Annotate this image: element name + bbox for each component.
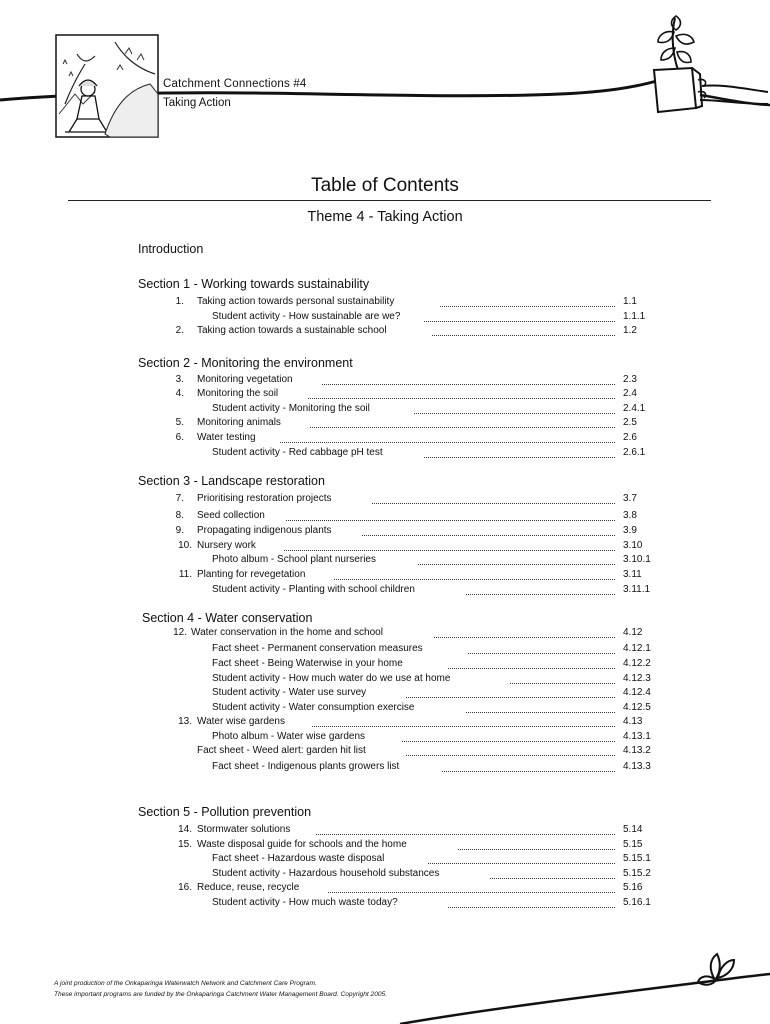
toc-entry[interactable]: [0, 525, 770, 539]
dot-leader: [466, 594, 615, 595]
entry-page: 4.13.3: [623, 761, 651, 772]
entry-text: Student activity - Monitoring the soil: [212, 403, 370, 414]
entry-page: 4.12.4: [623, 687, 651, 698]
toc-entry[interactable]: [0, 627, 770, 641]
entry-page: 4.13: [623, 716, 643, 727]
entry-page: 4.13.2: [623, 745, 651, 756]
entry-page: 5.16: [623, 882, 643, 893]
series-title: Catchment Connections #4: [163, 78, 307, 90]
entry-page: 2.6.1: [623, 447, 646, 458]
dot-leader: [334, 579, 615, 580]
entry-text: Stormwater solutions: [197, 824, 291, 835]
toc-entry[interactable]: [0, 554, 770, 568]
entry-text: Fact sheet - Hazardous waste disposal: [212, 853, 385, 864]
toc-entry[interactable]: [0, 540, 770, 554]
entry-text: Student activity - Hazardous household substances: [212, 868, 440, 879]
toc-entry[interactable]: [0, 853, 770, 867]
entry-page: 5.16.1: [623, 897, 651, 908]
toc-entry[interactable]: [0, 325, 770, 339]
entry-page: 4.12.3: [623, 673, 651, 684]
dot-leader: [316, 834, 615, 835]
entry-number: 5.: [175, 417, 184, 428]
entry-page: 3.10: [623, 540, 643, 551]
entry-text: Fact sheet - Weed alert: garden hit list: [197, 745, 366, 756]
dot-leader: [428, 863, 615, 864]
entry-page: 3.8: [623, 510, 637, 521]
entry-page: 4.13.1: [623, 731, 651, 742]
footer-line-2: These important programs are funded by the Onkaparinga Catchment Water Management Board. Copyright 2005.: [54, 991, 388, 998]
footer-line-1: A joint production of the Onkaparinga Waterwatch Network and Catchment Care Program.: [54, 980, 317, 987]
dot-leader: [406, 697, 615, 698]
dot-leader: [418, 564, 615, 565]
dot-leader: [328, 892, 615, 893]
entry-text: Prioritising restoration projects: [197, 493, 332, 504]
entry-number: 4.: [175, 388, 184, 399]
entry-page: 4.12.2: [623, 658, 651, 669]
dot-leader: [490, 878, 615, 879]
dot-leader: [284, 550, 615, 551]
entry-text: Planting for revegetation: [197, 569, 306, 580]
entry-text: Student activity - How much waste today?: [212, 897, 398, 908]
toc-entry[interactable]: [0, 493, 770, 507]
title-divider: [68, 200, 711, 201]
toc-entry[interactable]: [0, 296, 770, 310]
toc-title: Table of Contents: [311, 175, 459, 196]
entry-number: 6.: [175, 432, 184, 443]
section-3-title: Section 3 - Landscape restoration: [138, 474, 325, 488]
child-drawing-illustration: [55, 34, 159, 138]
toc-entry[interactable]: [0, 447, 770, 461]
entry-number: 3.: [175, 374, 184, 385]
dot-leader: [322, 384, 615, 385]
toc-entry[interactable]: [0, 569, 770, 583]
toc-entry[interactable]: [0, 882, 770, 896]
entry-text: Monitoring vegetation: [197, 374, 293, 385]
dot-leader: [458, 849, 615, 850]
toc-entry[interactable]: [0, 584, 770, 598]
entry-text: Photo album - Water wise gardens: [212, 731, 366, 742]
section-2-title: Section 2 - Monitoring the environment: [138, 356, 353, 370]
entry-number: 14.: [178, 824, 192, 835]
entry-page: 2.6: [623, 432, 637, 443]
entry-page: 1.2: [623, 325, 637, 336]
entry-page: 3.10.1: [623, 554, 651, 565]
toc-entry[interactable]: [0, 417, 770, 431]
entry-text: Student activity - How much water do we use at home: [212, 673, 451, 684]
dot-leader: [280, 442, 615, 443]
entry-page: 3.9: [623, 525, 637, 536]
entry-number: 7.: [175, 493, 184, 504]
dot-leader: [434, 637, 615, 638]
toc-entry[interactable]: [0, 432, 770, 446]
page-header: [0, 0, 770, 150]
dot-leader: [466, 712, 615, 713]
entry-text: Student activity - Red cabbage pH test: [212, 447, 383, 458]
toc-entry[interactable]: [0, 731, 770, 745]
entry-page: 5.15: [623, 839, 643, 850]
entry-page: 1.1: [623, 296, 637, 307]
entry-text: Monitoring animals: [197, 417, 281, 428]
entry-number: 15.: [178, 839, 192, 850]
entry-page: 3.11: [623, 569, 642, 580]
entry-text: Waste disposal guide for schools and the home: [197, 839, 407, 850]
entry-number: 1.: [175, 296, 184, 307]
entry-text: Taking action towards a sustainable school: [197, 325, 387, 336]
footer-credits: [54, 978, 387, 1000]
section-4-title: Section 4 - Water conservation: [142, 611, 313, 625]
toc-entry[interactable]: [0, 658, 770, 672]
toc-entry[interactable]: [0, 824, 770, 838]
section-1-title: Section 1 - Working towards sustainability: [138, 277, 370, 291]
entry-text: Student activity - Water use survey: [212, 687, 367, 698]
header-subtitle: Taking Action: [163, 97, 231, 109]
entry-page: 2.4: [623, 388, 637, 399]
entry-number: 10.: [178, 540, 192, 551]
entry-text: Water wise gardens: [197, 716, 285, 727]
toc-entry[interactable]: [0, 510, 770, 524]
dot-leader: [312, 726, 615, 727]
entry-page: 3.11.1: [623, 584, 651, 595]
entry-number: 11.: [178, 569, 192, 580]
toc-entry[interactable]: [0, 643, 770, 657]
toc-entry[interactable]: [0, 403, 770, 417]
toc-entry[interactable]: [0, 868, 770, 882]
dot-leader: [424, 321, 615, 322]
entry-number: 9.: [175, 525, 184, 536]
entry-text: Seed collection: [197, 510, 265, 521]
entry-text: Fact sheet - Permanent conservation measures: [212, 643, 423, 654]
dot-leader: [432, 335, 615, 336]
dot-leader: [310, 427, 615, 428]
entry-page: 2.3: [623, 374, 637, 385]
entry-number: 16.: [178, 882, 192, 893]
entry-page: 2.4.1: [623, 403, 646, 414]
dot-leader: [372, 503, 615, 504]
entry-text: Propagating indigenous plants: [197, 525, 332, 536]
entry-text: Monitoring the soil: [197, 388, 279, 399]
entry-text: Taking action towards personal sustainability: [197, 296, 395, 307]
dot-leader: [402, 741, 615, 742]
toc-entry[interactable]: [0, 673, 770, 687]
dot-leader: [286, 520, 615, 521]
dot-leader: [448, 907, 615, 908]
toc-entry[interactable]: [0, 687, 770, 701]
entry-number: 8.: [175, 510, 184, 521]
entry-text: Water testing: [197, 432, 256, 443]
entry-number: 2.: [175, 325, 184, 336]
dot-leader: [406, 755, 615, 756]
dot-leader: [442, 771, 615, 772]
entry-page: 5.15.2: [623, 868, 651, 879]
introduction-heading: Introduction: [138, 242, 204, 256]
entry-number: 12.: [173, 627, 187, 638]
dot-leader: [468, 653, 615, 654]
toc-entry[interactable]: [0, 745, 770, 759]
dot-leader: [424, 457, 615, 458]
entry-page: 5.14: [623, 824, 643, 835]
dot-leader: [414, 413, 615, 414]
entry-text: Nursery work: [197, 540, 256, 551]
entry-page: 4.12: [623, 627, 643, 638]
entry-page: 4.12.5: [623, 702, 651, 713]
toc-entry[interactable]: [0, 311, 770, 325]
entry-number: 13.: [178, 716, 192, 727]
entry-text: Fact sheet - Being Waterwise in your home: [212, 658, 403, 669]
entry-text: Student activity - How sustainable are we?: [212, 311, 401, 322]
toc-entry[interactable]: [0, 897, 770, 911]
toc-entry[interactable]: [0, 716, 770, 730]
entry-page: 3.7: [623, 493, 637, 504]
theme-heading: Theme 4 - Taking Action: [307, 209, 463, 225]
dot-leader: [440, 306, 615, 307]
entry-text: Photo album - School plant nurseries: [212, 554, 376, 565]
dot-leader: [448, 668, 615, 669]
hand-holding-plant-icon: [640, 8, 770, 118]
entry-page: 1.1.1: [623, 311, 646, 322]
entry-page: 4.12.1: [623, 643, 651, 654]
toc-entry[interactable]: [0, 702, 770, 716]
entry-text: Water conservation in the home and school: [191, 627, 383, 638]
toc-entry[interactable]: [0, 761, 770, 775]
toc-entry[interactable]: [0, 388, 770, 402]
entry-page: 5.15.1: [623, 853, 651, 864]
toc-entry[interactable]: [0, 839, 770, 853]
dot-leader: [308, 398, 615, 399]
toc-entry[interactable]: [0, 374, 770, 388]
entry-text: Reduce, reuse, recycle: [197, 882, 300, 893]
entry-text: Student activity - Planting with school children: [212, 584, 415, 595]
dot-leader: [362, 535, 615, 536]
section-5-title: Section 5 - Pollution prevention: [138, 805, 312, 819]
dot-leader: [510, 683, 615, 684]
entry-text: Student activity - Water consumption exercise: [212, 702, 415, 713]
entry-text: Fact sheet - Indigenous plants growers list: [212, 761, 400, 772]
entry-page: 2.5: [623, 417, 637, 428]
